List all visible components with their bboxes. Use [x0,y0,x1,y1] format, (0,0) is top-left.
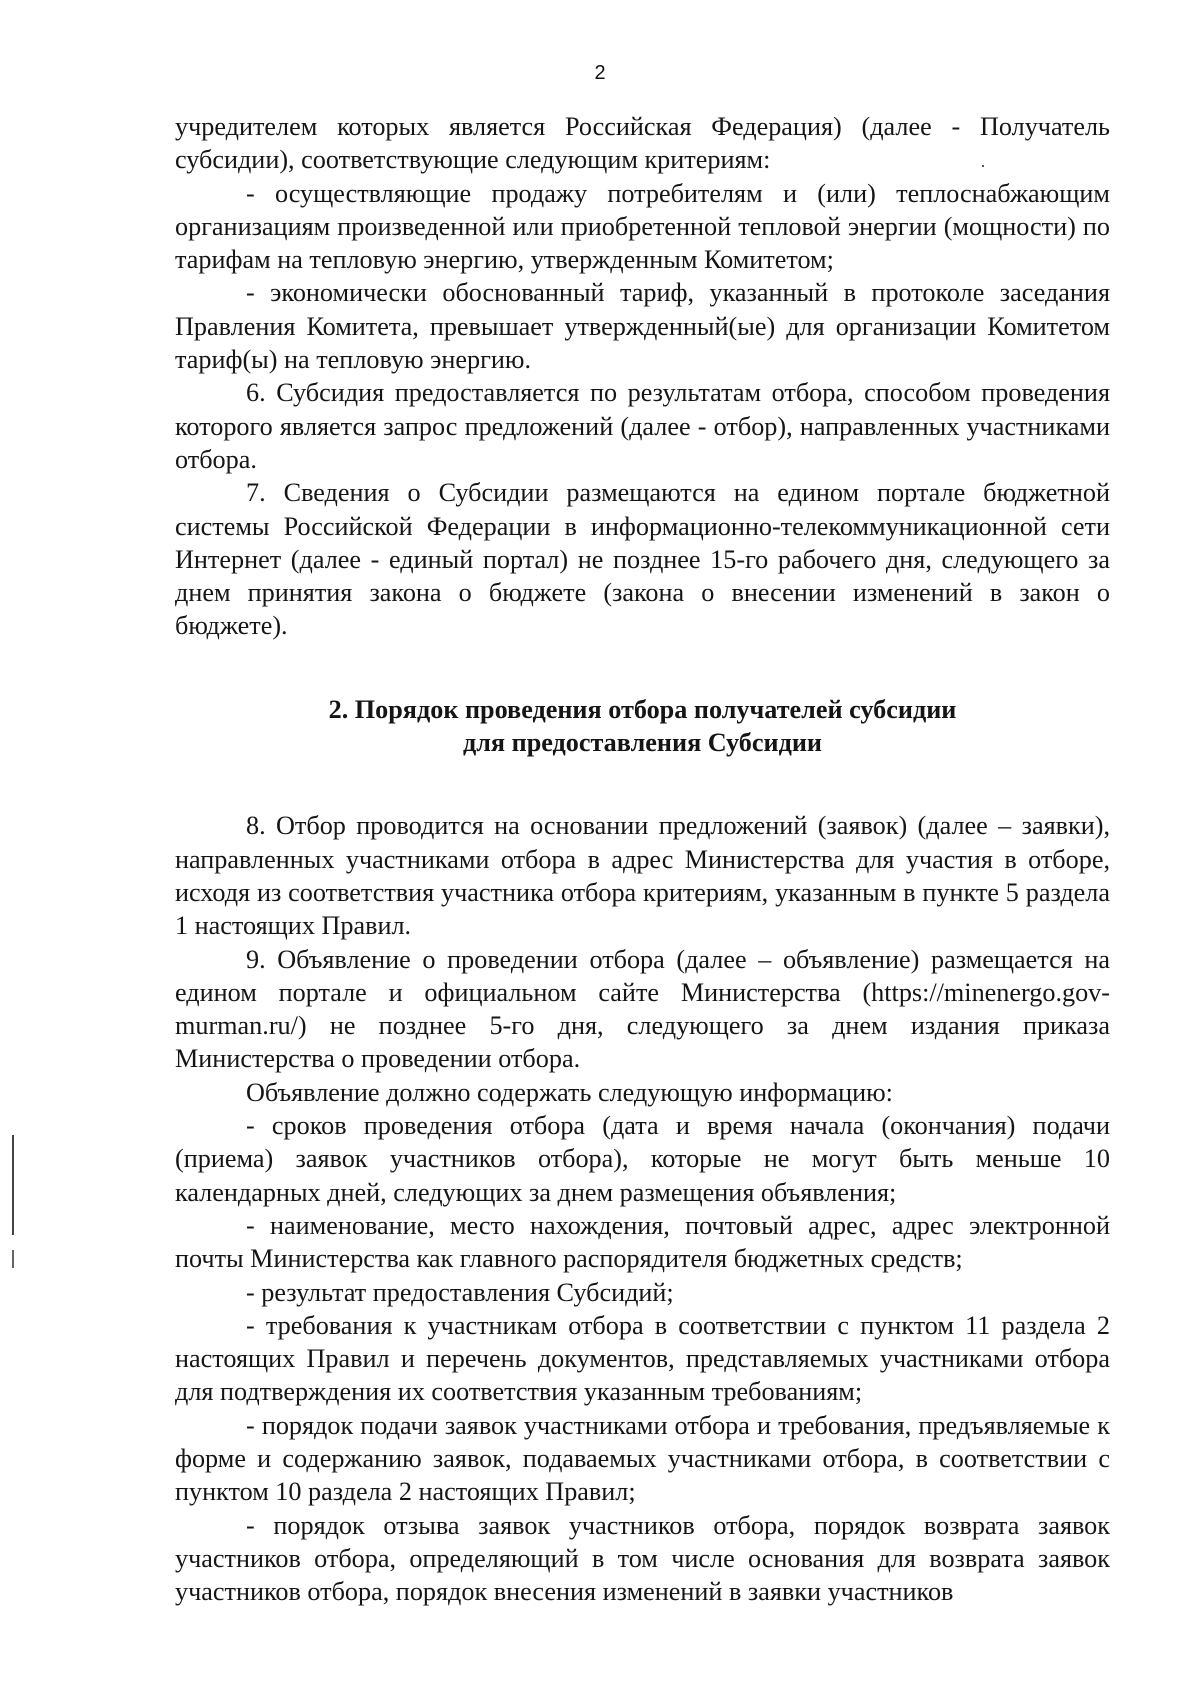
announcement-item: - наименование, место нахождения, почтовый адрес, адрес электронной почты Министерства как главного распорядителя бюджетных средств; [175,1210,1110,1274]
clause-8: 8. Отбор проводится на основании предложений (заявок) (далее – заявки), направленных участниками отбора в адрес Министерства для участия в отборе, исходя из соответствия участника отбора критериям, указанным в пункте 5 раздела 1 настоящих Правил. [175,811,1110,941]
announcement-intro: Объявление должно содержать следующую информацию: [246,1077,893,1107]
announcement-item: - сроков проведения отбора (дата и время начала (окончания) подачи (приема) заявок участников отбора), которые не могут быть меньше 10 календарных дней, следующих за днем размещения объявления; [175,1111,1110,1207]
scan-margin-mark [12,1135,14,1235]
section-heading-line1: 2. Порядок проведения отбора получателей субсидии [328,694,957,724]
announcement-item: - порядок подачи заявок участниками отбора и требования, предъявляемые к форме и содержанию заявок, подаваемых участниками отбора, в соответствии с пунктом 10 раздела 2 настоящих Правил; [175,1410,1110,1507]
scan-margin-mark-small [12,1250,14,1268]
announcement-item: - порядок отзыва заявок участников отбора, порядок возврата заявок участников отбора, определяющий в том числе основания для возврата заявок участников отбора, порядок внесения изменений в заявки участников [175,1510,1110,1607]
clause-7: 7. Сведения о Субсидии размещаются на едином портале бюджетной системы Российской Федерации в информационно-телекоммуникационной сети Интернет (далее - единый портал) не позднее 15-го рабочего дня, следующего за днем принятия закона о бюджете (закона о внесении изменений в закон о бюджете). [175,478,1110,641]
page-number: 2 [594,62,606,84]
clause-6: 6. Субсидия предоставляется по результатам отбора, способом проведения которого является запрос предложений (далее - отбор), направленных участниками отбора. [175,378,1110,474]
criterion-item: - осуществляющие продажу потребителям и (или) теплоснабжающим организациям произведенной или приобретенной тепловой энергии (мощности) по тарифам на тепловую энергию, утвержденным Комитетом; [175,178,1110,275]
document-body [175,110,1110,1608]
announcement-item: - результат предоставления Субсидий; [246,1277,674,1307]
criterion-item: - экономически обоснованный тариф, указанный в протоколе заседания Правления Комитета, превышает утвержденный(ые) для организации Комитетом тариф(ы) на тепловую энергию. [175,278,1110,375]
clause-9: 9. Объявление о проведении отбора (далее – объявление) размещается на едином портале и официальном сайте Министерства (https://minenergo.gov-murman.ru/) не позднее 5-го дня, следующего за днем издания приказа Министерства о проведении отбора. [175,944,1110,1074]
paragraph-continuation: учредителем которых является Российская Федерация) (далее - Получатель субсидии), соответствующие следующим критериям: [175,112,1110,175]
announcement-item: - требования к участникам отбора в соответствии с пунктом 11 раздела 2 настоящих Правил и перечень документов, представляемых участниками отбора для подтверждения их соответствия указанным требованиям; [175,1310,1110,1407]
section-heading [175,693,1110,760]
section-heading-line2: для предоставления Субсидии [462,728,823,758]
